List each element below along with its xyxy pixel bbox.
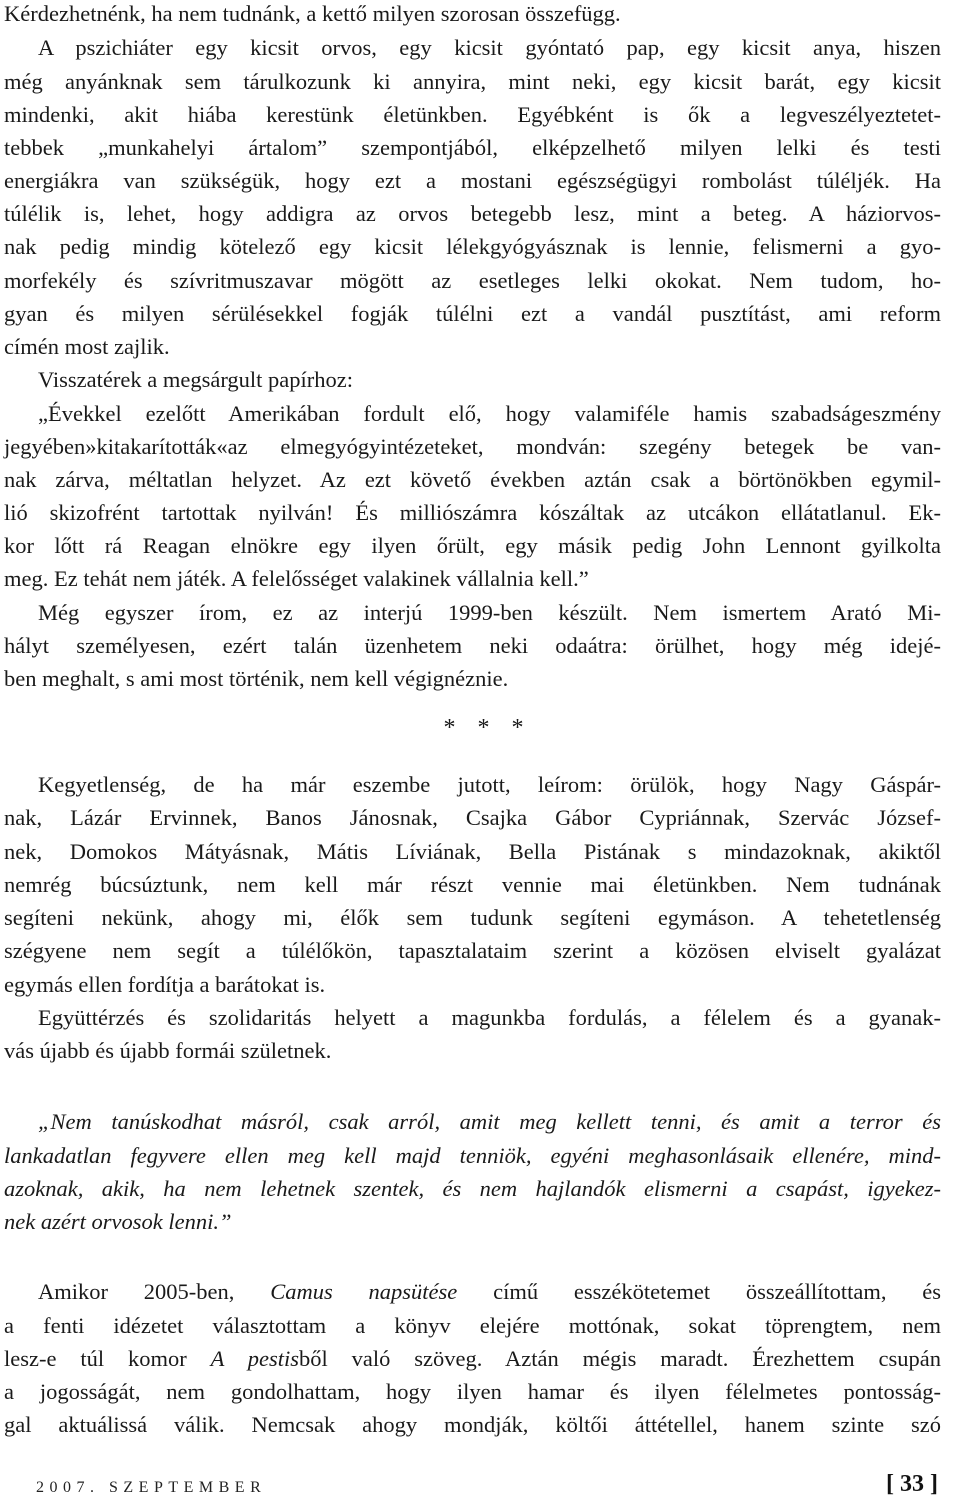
text-span: Amikor 2005-ben, <box>38 1279 271 1304</box>
text-line: Még egyszer írom, ez az interjú 1999-ben készült. Nem ismertem Arató Mi- <box>38 600 941 625</box>
quote-line: azoknak, akik, ha nem lehetnek szentek, és nem hajlandók elismerni a csapást, igyekez- <box>4 1176 941 1201</box>
text-line: Visszatérek a megsárgult papírhoz: <box>38 367 353 392</box>
section-separator: * * * <box>443 715 532 741</box>
text-line: nemrég búcsúztunk, nem kell már részt vennie mai életünkben. Nem tudnának <box>4 872 941 897</box>
text-line: gyan és milyen sérülésekkel fogják túlélni ezt a vandál pusztítást, ami reform <box>4 301 941 326</box>
text-line: címén most zajlik. <box>4 334 170 359</box>
text-line: tebbek „munkahelyi ártalom” szempontjából, elképzelhető milyen lelki és testi <box>4 135 941 160</box>
text-line: kor lőtt rá Reagan elnökre egy ilyen őrült, egy másik pedig John Lennont gyilkolta <box>4 533 941 558</box>
text-line: Együttérzés és szolidaritás helyett a magunkba fordulás, a félelem és a gyanak- <box>38 1005 941 1030</box>
page-number: [ 33 ] <box>886 1471 938 1497</box>
text-line: vás újabb és újabb formái születnek. <box>4 1038 332 1063</box>
text-line: meg. Ez tehát nem játék. A felelősséget valakinek vállalnia kell.” <box>4 566 589 591</box>
text-span: című esszékötetemet összeállítottam, és <box>457 1279 942 1304</box>
text-line: lió skizofrént tartottak nyilván! És milliószámra kószáltak az utcákon ellátatlanul. Ek- <box>4 500 941 525</box>
text-line: még anyánknak sem tárulkozunk ki annyira, mint neki, egy kicsit barát, egy kicsit <box>4 69 941 94</box>
text-line: nak pedig mindig kötelező egy kicsit lélekgyógyásznak is lennie, felismerni a gyo- <box>4 234 941 259</box>
text-line: túlélik is, lehet, hogy addigra az orvos betegebb lesz, mint a beteg. A háziorvos- <box>4 201 941 226</box>
quote-line: nek azért orvosok lenni.” <box>4 1209 232 1234</box>
quote-line: „Nem tanúskodhat másról, csak arról, amit meg kellett tenni, és amit a terror és <box>38 1109 941 1134</box>
book-title: A pestis <box>210 1346 300 1371</box>
text-span: lesz-e túl komor <box>4 1346 211 1371</box>
text-line: jegyében»kitakarították«az elmegyógyintézeteket, mondván: szegény betegek be van- <box>4 434 941 459</box>
text-line: Kérdezhetnénk, ha nem tudnánk, a kettő milyen szorosan összefügg. <box>4 1 621 26</box>
text-line: nak, Lázár Ervinnek, Banos Jánosnak, Csajka Gábor Cypriánnak, Szervác József- <box>4 805 941 830</box>
text-line: szégyene nem segít a túlélőkön, tapasztalataim szerint a közösen elviselt gyalázat <box>4 938 941 963</box>
text-line: nak zárva, méltatlan helyzet. Az ezt követő években aztán csak a börtönökben egymil- <box>4 467 941 492</box>
text-span: ből való szöveg. Aztán mégis maradt. Érezhettem csupán <box>299 1346 941 1371</box>
text-line: gal aktuálissá válik. Nemcsak ahogy mondják, költői áttétellel, hanem szinte szó <box>4 1412 941 1437</box>
text-line: a jogosságát, nem gondolhattam, hogy ilyen hamar és ilyen félelmetes pontosság- <box>4 1379 941 1404</box>
text-line: hályt személyesen, ezért talán üzenhetem neki odaátra: örülhet, hogy még idejé- <box>4 633 941 658</box>
text-line: energiákra van szükségük, hogy ezt a mostani egészségügyi rombolást túléljék. Ha <box>4 168 941 193</box>
text-line: morfekély és szívritmuszavar mögött az esetleges lelki okokat. Nem tudom, ho- <box>4 268 941 293</box>
text-line: a fenti idézetet választottam a könyv elejére mottónak, sokat töprengtem, nem <box>4 1313 941 1338</box>
text-line: Kegyetlenség, de ha már eszembe jutott, leírom: örülök, hogy Nagy Gáspár- <box>38 772 941 797</box>
text-line <box>4 1342 941 1376</box>
quote-line: lankadatlan fegyvere ellen meg kell majd tenniök, egyéni meghasonlásaik ellenére, mind- <box>4 1143 941 1168</box>
text-line: ben meghalt, s ami most történik, nem kell végignéznie. <box>4 666 509 691</box>
text-line: egymás ellen fordítja a barátokat is. <box>4 972 326 997</box>
text-line: „Évekkel ezelőtt Amerikában fordult elő, hogy valamiféle hamis szabadságeszmény <box>38 401 941 426</box>
text-line: A pszichiáter egy kicsit orvos, egy kicsit gyóntató pap, egy kicsit anya, hiszen <box>38 35 941 60</box>
text-line <box>4 1275 941 1309</box>
text-line: nek, Domokos Mátyásnak, Mátis Líviának, Bella Pistának s mindazoknak, akiktől <box>4 839 941 864</box>
text-line: mindenki, akit hiába kerestünk életünkben. Egyébként is ők a legveszélyeztetet- <box>4 102 941 127</box>
book-title: Camus napsütése <box>270 1279 458 1304</box>
footer-issue: 2007. SZEPTEMBER <box>36 1479 267 1496</box>
text-line: segíteni nekünk, ahogy mi, élők sem tudunk segíteni egymáson. A tehetetlenség <box>4 905 941 930</box>
